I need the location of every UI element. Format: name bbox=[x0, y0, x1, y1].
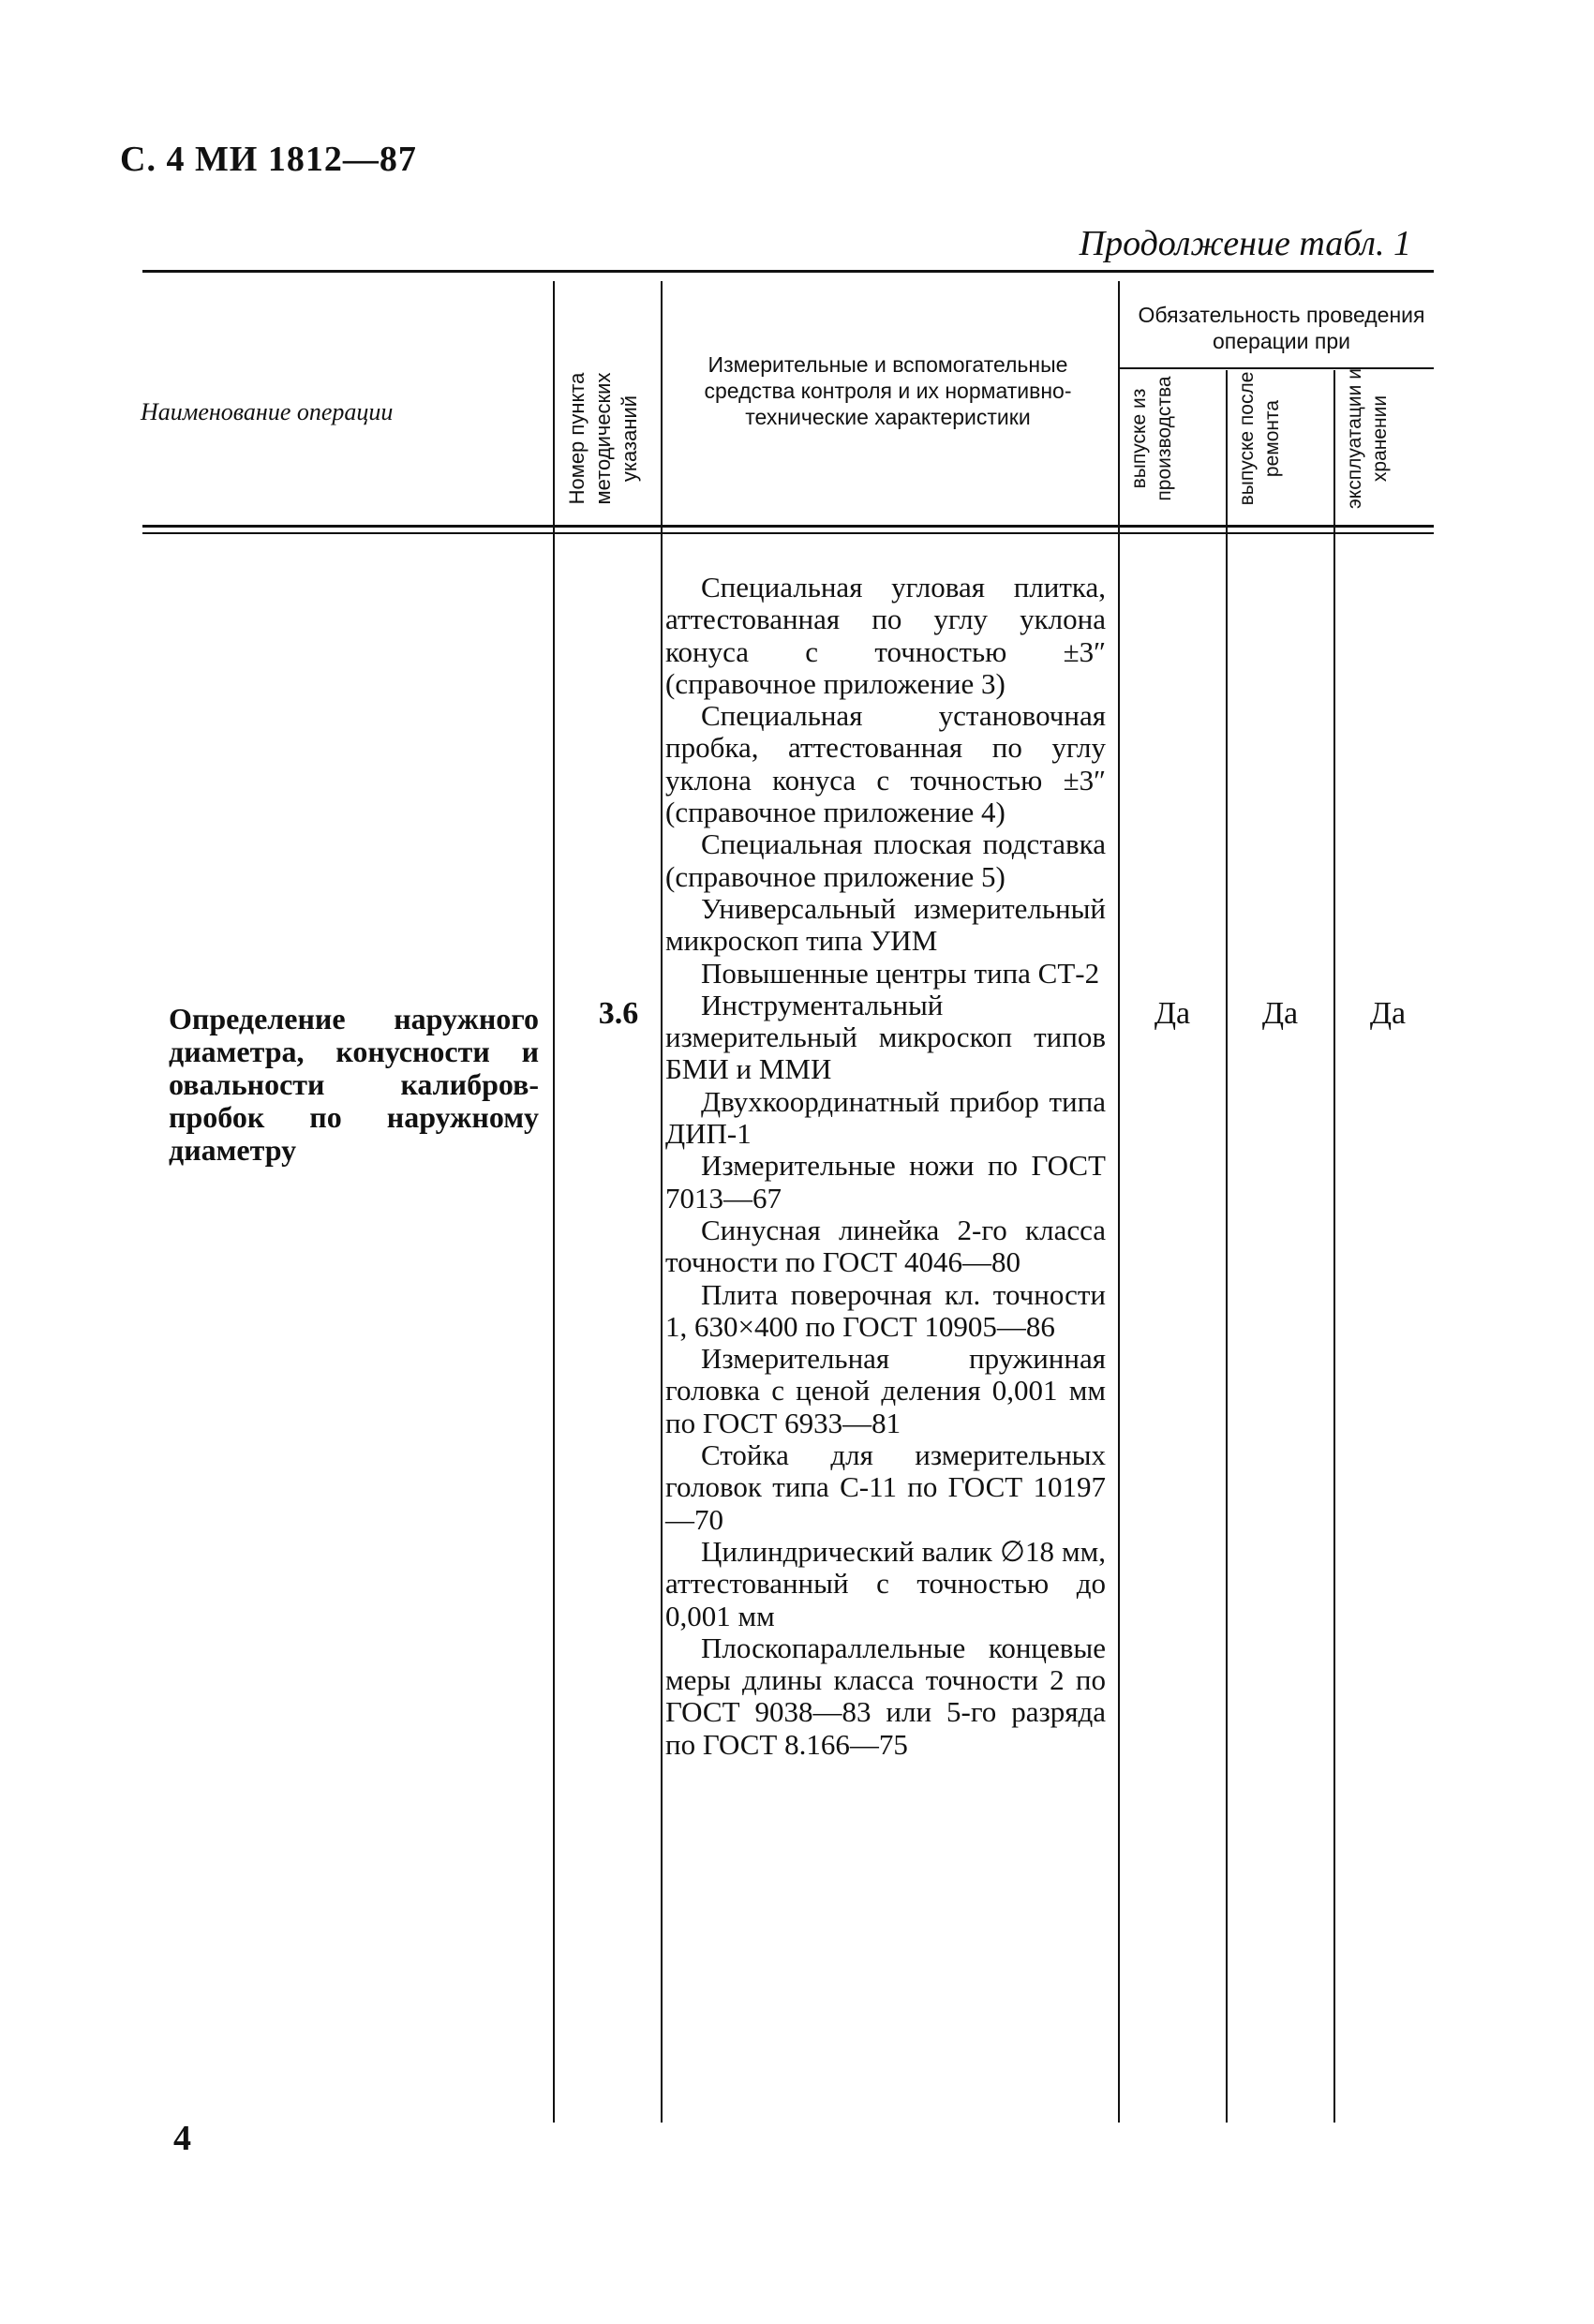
tool-item: Двухкоординатный прибор типа ДИП-1 bbox=[665, 1084, 1106, 1151]
tool-item: Синусная линейка 2-го класса точности по ГОСТ 4046—80 bbox=[665, 1213, 1106, 1279]
header-obligation-repair bbox=[1234, 368, 1324, 509]
tools-list bbox=[665, 572, 1106, 1761]
header-obligation-storage-text: эксплуатации и хранении bbox=[1344, 368, 1391, 509]
header-bottom-rule-2 bbox=[142, 532, 1434, 534]
tool-item: Измерительная пружинная головка с ценой деления 0,001 мм по ГОСТ 6933—81 bbox=[665, 1342, 1106, 1439]
header-method-clause-text: Номер пункта методических указаний bbox=[565, 372, 641, 505]
tool-item: Специальная угловая плитка, аттестованная по углу уклона конуса с точностью ±3″ (справочное приложение 3) bbox=[665, 571, 1106, 700]
header-obligation-group: Обязательность проведения операции при bbox=[1138, 303, 1425, 353]
column-divider-1 bbox=[553, 281, 555, 2123]
header-tools: Измерительные и вспомогательные средства контроля и их нормативно-технические характеристики bbox=[704, 352, 1072, 429]
page-number: 4 bbox=[173, 2119, 191, 2158]
tool-item: Цилиндрический валик ∅18 мм, аттестованный с точностью до 0,001 мм bbox=[665, 1534, 1106, 1632]
tool-item: Инструментальный измерительный микроскоп типов БМИ и ММИ bbox=[665, 988, 1106, 1086]
obligation-production-value: Да bbox=[1154, 996, 1191, 1031]
header-bottom-rule bbox=[142, 525, 1434, 528]
header-obligation-production bbox=[1126, 368, 1216, 509]
row-operation-name: Определение наружного диаметра, конусности и овальности калибров-пробок по наружному диаметру bbox=[169, 1002, 539, 1167]
page-header: С. 4 МИ 1812—87 bbox=[120, 140, 417, 179]
header-operation-name: Наименование операции bbox=[141, 398, 394, 425]
tool-item: Универсальный измерительный микроскоп типа УИМ bbox=[665, 891, 1106, 958]
tool-item: Специальная плоская подставка (справочное приложение 5) bbox=[665, 827, 1106, 893]
column-divider-5 bbox=[1333, 370, 1335, 2123]
tool-item: Специальная установочная пробка, аттестованная по углу уклона конуса с точностью ±3″ (справочное приложение 4) bbox=[665, 699, 1106, 829]
obligation-storage-value: Да bbox=[1369, 996, 1407, 1031]
header-obligation-production-text: выпуске из производства bbox=[1128, 376, 1175, 501]
header-obligation-repair-text: выпуске после ремонта bbox=[1236, 371, 1283, 506]
table-caption: Продолжение табл. 1 bbox=[1079, 224, 1411, 263]
tool-item: Стойка для измерительных головок типа С-11 по ГОСТ 10197—70 bbox=[665, 1438, 1106, 1536]
header-method-clause bbox=[564, 331, 654, 546]
column-divider-4 bbox=[1226, 370, 1228, 2123]
tool-item: Плита поверочная кл. точности 1, 630×400 по ГОСТ 10905—86 bbox=[665, 1277, 1106, 1343]
table-top-rule bbox=[142, 270, 1434, 273]
column-divider-2 bbox=[661, 281, 663, 2123]
column-divider-3 bbox=[1118, 281, 1120, 2123]
header-obligation-storage bbox=[1342, 368, 1432, 509]
tool-item: Измерительные ножи по ГОСТ 7013—67 bbox=[665, 1149, 1106, 1214]
obligation-repair-value: Да bbox=[1261, 996, 1299, 1031]
tool-item: Повышенные центры типа СТ-2 bbox=[701, 956, 1100, 990]
row-clause-number: 3.6 bbox=[598, 996, 639, 1031]
tool-item: Плоскопараллельные концевые меры длины класса точности 2 по ГОСТ 9038—83 или 5-го разряда по ГОСТ 8.166—75 bbox=[665, 1631, 1106, 1761]
